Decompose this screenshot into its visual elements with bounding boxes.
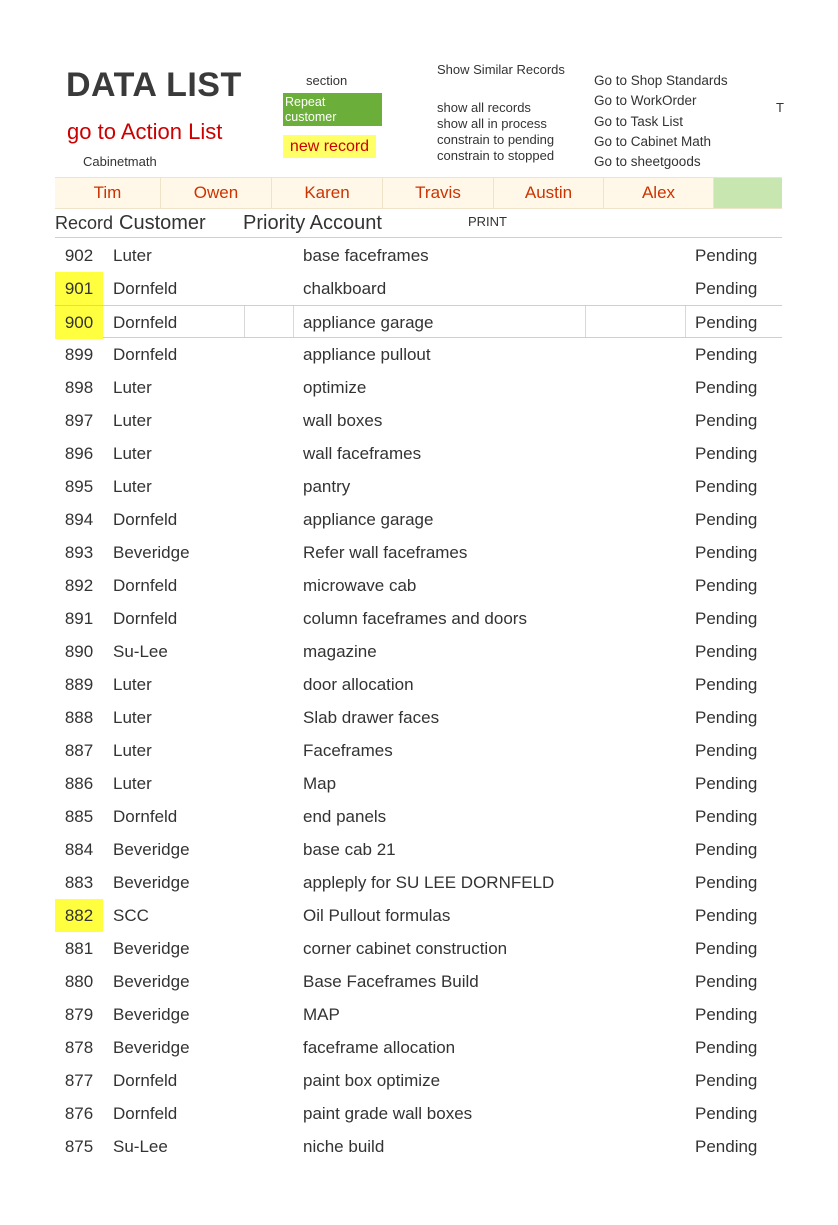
- table-row[interactable]: [55, 536, 782, 569]
- tab-alex[interactable]: Alex: [604, 178, 714, 208]
- customer-name: Dornfeld: [113, 609, 178, 628]
- status-text: Pending: [695, 477, 758, 496]
- table-row[interactable]: [55, 998, 782, 1031]
- record-description: chalkboard: [303, 279, 387, 298]
- table-row[interactable]: [55, 1031, 782, 1064]
- tab-travis[interactable]: Travis: [383, 178, 494, 208]
- column-header-priority-account: Priority Account: [243, 212, 382, 234]
- status-text: Pending: [695, 741, 758, 760]
- record-description: Map: [303, 774, 337, 793]
- status-text: Pending: [695, 609, 758, 628]
- record-description: appliance garage: [303, 313, 434, 332]
- customer-name: Beveridge: [113, 1038, 190, 1057]
- go-to-workorder-link[interactable]: Go to WorkOrder: [594, 93, 697, 108]
- status-text: Pending: [695, 313, 758, 332]
- record-description: microwave cab: [303, 576, 417, 595]
- page-title: DATA LIST: [66, 66, 242, 104]
- record-list: [55, 239, 782, 1163]
- status-text: Pending: [695, 873, 758, 892]
- table-row[interactable]: [55, 437, 782, 470]
- tab-tim[interactable]: Tim: [55, 178, 161, 208]
- customer-name: Su-Lee: [113, 1137, 168, 1156]
- customer-name: Luter: [113, 477, 152, 496]
- status-text: Pending: [695, 576, 758, 595]
- table-row[interactable]: [55, 932, 782, 965]
- status-text: Pending: [695, 906, 758, 925]
- table-row[interactable]: [55, 371, 782, 404]
- show-similar-records-link[interactable]: Show Similar Records: [437, 62, 565, 77]
- go-to-action-list-link[interactable]: go to Action List: [67, 119, 223, 144]
- record-description: appleply for SU LEE DORNFELD: [303, 873, 555, 892]
- customer-name: Dornfeld: [113, 345, 178, 364]
- constrain-to-pending-link[interactable]: constrain to pending: [437, 132, 555, 147]
- record-description: appliance pullout: [303, 345, 431, 364]
- table-row[interactable]: [55, 503, 782, 536]
- customer-name: Beveridge: [113, 840, 190, 859]
- record-description: corner cabinet construction: [303, 939, 508, 958]
- status-text: Pending: [695, 675, 758, 694]
- field-divider: [244, 306, 245, 337]
- status-text: Pending: [695, 939, 758, 958]
- table-row[interactable]: [55, 668, 782, 701]
- table-row[interactable]: [55, 602, 782, 635]
- status-text: Pending: [695, 708, 758, 727]
- table-row[interactable]: [55, 272, 782, 305]
- table-row[interactable]: [55, 800, 782, 833]
- tab-austin[interactable]: Austin: [494, 178, 604, 208]
- record-description: base cab 21: [303, 840, 396, 859]
- record-description: magazine: [303, 642, 377, 661]
- status-text: Pending: [695, 1104, 758, 1123]
- field-divider: [585, 306, 586, 337]
- customer-name: Dornfeld: [113, 313, 178, 332]
- table-row[interactable]: [55, 404, 782, 437]
- record-number: 885: [64, 807, 94, 826]
- truncated-text: T: [776, 100, 784, 115]
- record-description: Base Faceframes Build: [303, 972, 479, 991]
- record-number: 890: [64, 642, 94, 661]
- record-number: 900: [55, 306, 103, 339]
- status-text: Pending: [695, 1137, 758, 1156]
- status-text: Pending: [695, 1005, 758, 1024]
- record-number: 882: [55, 899, 103, 932]
- tab-owen[interactable]: Owen: [161, 178, 272, 208]
- record-number: 887: [64, 741, 94, 760]
- customer-name: Beveridge: [113, 543, 190, 562]
- record-number: 883: [64, 873, 94, 892]
- table-row[interactable]: [55, 734, 782, 767]
- record-number: 892: [64, 576, 94, 595]
- record-number: 881: [64, 939, 94, 958]
- column-header-record: Record: [55, 213, 114, 233]
- record-description: optimize: [303, 378, 367, 397]
- table-row[interactable]: [55, 239, 782, 272]
- customer-name: Luter: [113, 675, 152, 694]
- status-text: Pending: [695, 378, 758, 397]
- customer-name: Luter: [113, 378, 152, 397]
- go-to-cabinet-math-link[interactable]: Go to Cabinet Math: [594, 134, 712, 149]
- record-number: 899: [64, 345, 94, 364]
- tab-karen[interactable]: Karen: [272, 178, 383, 208]
- section-label: section: [306, 73, 348, 88]
- status-text: Pending: [695, 1071, 758, 1090]
- table-row[interactable]: [55, 701, 782, 734]
- show-all-in-process-link[interactable]: show all in process: [437, 116, 547, 131]
- record-description: column faceframes and doors: [303, 609, 527, 628]
- table-row[interactable]: [55, 470, 782, 503]
- record-number: 875: [64, 1137, 94, 1156]
- status-text: Pending: [695, 411, 758, 430]
- record-number: 884: [64, 840, 94, 859]
- customer-name: Luter: [113, 774, 152, 793]
- status-text: Pending: [695, 279, 758, 298]
- customer-name: SCC: [113, 906, 149, 925]
- status-text: Pending: [695, 774, 758, 793]
- customer-name: Dornfeld: [113, 279, 178, 298]
- record-number: 880: [64, 972, 94, 991]
- record-number: 888: [64, 708, 94, 727]
- status-text: Pending: [695, 246, 758, 265]
- record-number: 889: [64, 675, 94, 694]
- status-text: Pending: [695, 1038, 758, 1057]
- record-description: end panels: [303, 807, 387, 826]
- field-divider: [293, 306, 294, 337]
- show-all-records-link[interactable]: show all records: [437, 100, 531, 115]
- record-number: 877: [64, 1071, 94, 1090]
- record-number: 893: [64, 543, 94, 562]
- customer-name: Luter: [113, 246, 152, 265]
- record-number: 902: [64, 246, 94, 265]
- record-number: 895: [64, 477, 94, 496]
- customer-name: Luter: [113, 741, 152, 760]
- record-description: base faceframes: [303, 246, 429, 265]
- customer-name: Luter: [113, 411, 152, 430]
- go-to-sheetgoods-link[interactable]: Go to sheetgoods: [594, 154, 701, 169]
- record-description: MAP: [303, 1005, 340, 1024]
- customer-name: Beveridge: [113, 873, 190, 892]
- record-description: wall boxes: [303, 411, 383, 430]
- record-description: Slab drawer faces: [303, 708, 440, 727]
- status-text: Pending: [695, 345, 758, 364]
- table-row[interactable]: [55, 833, 782, 866]
- table-row[interactable]: [55, 1064, 782, 1097]
- tab-blank-green[interactable]: [714, 178, 782, 208]
- customer-name: Dornfeld: [113, 1104, 178, 1123]
- status-text: Pending: [695, 510, 758, 529]
- customer-name: Dornfeld: [113, 807, 178, 826]
- table-row[interactable]: [55, 767, 782, 800]
- customer-name: Luter: [113, 444, 152, 463]
- record-number: 879: [64, 1005, 94, 1024]
- table-row[interactable]: [55, 338, 782, 371]
- record-number: 878: [64, 1038, 94, 1057]
- table-row[interactable]: [55, 866, 782, 899]
- column-header-customer: Customer: [119, 212, 206, 234]
- table-row[interactable]: [55, 1097, 782, 1130]
- new-record-button[interactable]: new record: [283, 135, 376, 158]
- customer-name: Dornfeld: [113, 576, 178, 595]
- record-number: 896: [64, 444, 94, 463]
- customer-name: Beveridge: [113, 972, 190, 991]
- record-number: 897: [64, 411, 94, 430]
- customer-name: Beveridge: [113, 939, 190, 958]
- record-number: 901: [55, 272, 103, 305]
- record-description: Faceframes: [303, 741, 393, 760]
- record-description: pantry: [303, 477, 351, 496]
- table-row[interactable]: [55, 965, 782, 998]
- go-to-shop-standards-link[interactable]: Go to Shop Standards: [594, 73, 728, 88]
- record-description: door allocation: [303, 675, 414, 694]
- status-text: Pending: [695, 543, 758, 562]
- record-description: paint box optimize: [303, 1071, 441, 1090]
- status-text: Pending: [695, 807, 758, 826]
- customer-name: Su-Lee: [113, 642, 168, 661]
- record-description: Oil Pullout formulas: [303, 906, 451, 925]
- customer-name: Beveridge: [113, 1005, 190, 1024]
- status-text: Pending: [695, 444, 758, 463]
- status-text: Pending: [695, 642, 758, 661]
- person-tab-bar: [55, 177, 782, 209]
- field-divider: [685, 306, 686, 337]
- customer-name: Dornfeld: [113, 510, 178, 529]
- print-button[interactable]: PRINT: [468, 214, 507, 229]
- constrain-to-stopped-link[interactable]: constrain to stopped: [437, 148, 555, 163]
- table-row[interactable]: [55, 569, 782, 602]
- record-description: Refer wall faceframes: [303, 543, 468, 562]
- record-description: faceframe allocation: [303, 1038, 456, 1057]
- status-text: Pending: [695, 972, 758, 991]
- go-to-task-list-link[interactable]: Go to Task List: [594, 114, 684, 129]
- customer-name: Luter: [113, 708, 152, 727]
- table-row[interactable]: [55, 305, 782, 338]
- record-description: paint grade wall boxes: [303, 1104, 473, 1123]
- record-number: 891: [64, 609, 94, 628]
- record-number: 894: [64, 510, 94, 529]
- table-row[interactable]: [55, 899, 782, 932]
- repeat-customer-button[interactable]: Repeat customer: [283, 93, 382, 126]
- subtitle-label: Cabinetmath: [83, 154, 157, 169]
- table-row[interactable]: [55, 635, 782, 668]
- table-row[interactable]: [55, 1130, 782, 1163]
- record-description: wall faceframes: [303, 444, 422, 463]
- record-number: 886: [64, 774, 94, 793]
- header-divider: [55, 237, 782, 238]
- record-number: 898: [64, 378, 94, 397]
- customer-name: Dornfeld: [113, 1071, 178, 1090]
- status-text: Pending: [695, 840, 758, 859]
- record-description: appliance garage: [303, 510, 434, 529]
- record-description: niche build: [303, 1137, 385, 1156]
- record-number: 876: [64, 1104, 94, 1123]
